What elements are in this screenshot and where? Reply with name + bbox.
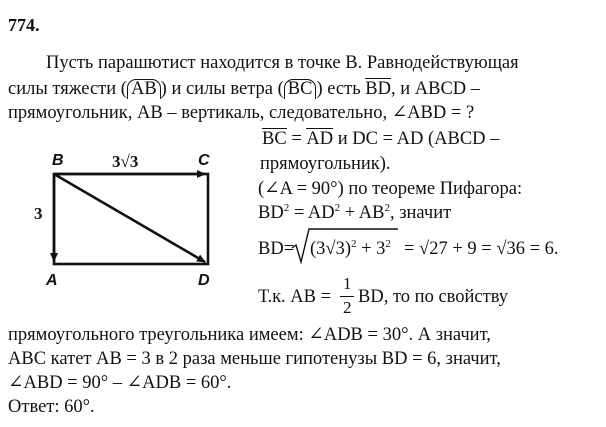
intro-line-3: прямоугольник, AB – вертикаль, следовательно, ∠ABD = ? xyxy=(8,103,475,123)
fraction-numerator: 1 xyxy=(343,274,352,293)
vector-ab: AB xyxy=(127,79,161,99)
bd-text: BD xyxy=(258,203,284,223)
radical-inner xyxy=(310,238,391,260)
right-line-1-rest: и DC = AD (ABCD – xyxy=(333,129,500,149)
three-root-three: (3√3) xyxy=(310,239,351,259)
fraction-denominator: 2 xyxy=(343,298,352,317)
square-5: 2 xyxy=(385,237,391,250)
vertex-b-label: B xyxy=(52,152,64,169)
bottom-line-2: ABC катет AB = 3 в 2 раза меньше гипотенузы BD = 6, значит, xyxy=(8,349,501,369)
vertex-a-label: A xyxy=(46,272,58,289)
znachit-text: , значит xyxy=(389,203,452,223)
answer-line: Ответ: 60°. xyxy=(8,397,95,417)
intro-line-2-d: , и ABCD – xyxy=(390,79,481,99)
vector-bd-arrow xyxy=(54,174,205,262)
side-bc-label: 3√3 xyxy=(112,152,139,171)
bd-formula-rest: = √27 + 9 = √36 = 6. xyxy=(404,239,559,259)
square-4: 2 xyxy=(350,237,357,250)
intro-line-2-c: ) есть xyxy=(316,79,366,99)
plus-three: + 3 xyxy=(356,239,386,259)
right-line-1-eq: = xyxy=(286,129,307,149)
intro-line-2-a: силы тяжести ( xyxy=(8,79,127,99)
intro-line-2-b: ) и силы ветра ( xyxy=(160,79,284,99)
bottom-line-1: прямоугольного треугольника имеем: ∠ADB = 30°. А значит, xyxy=(8,325,491,345)
square-2: 2 xyxy=(334,201,341,214)
bottom-line-3: ∠ABD = 90° – ∠ADB = 60°. xyxy=(8,373,232,393)
bd-formula-prefix: BD= xyxy=(258,239,295,259)
vertex-c-label: C xyxy=(198,152,210,169)
right-line-6a: Т.к. AB = xyxy=(258,287,332,307)
right-line-4 xyxy=(258,202,451,224)
intro-line-2 xyxy=(8,78,480,100)
right-line-3: (∠A = 90°) по теореме Пифагора: xyxy=(258,179,523,199)
ab-text: + AB xyxy=(340,203,385,223)
problem-number: 774. xyxy=(8,15,40,35)
ad-text: = AD xyxy=(289,203,335,223)
vertex-d-label: D xyxy=(198,272,210,289)
right-line-6b: BD, то по свойству xyxy=(358,287,509,307)
intro-line-1: Пусть парашютист находится в точке B. Равнодействующая xyxy=(46,53,519,73)
side-ab-label: 3 xyxy=(34,204,43,223)
square-1: 2 xyxy=(283,201,290,214)
right-line-1 xyxy=(262,128,499,150)
vector-bc: BC xyxy=(284,79,317,99)
vector-ad: AD xyxy=(306,129,334,149)
vector-bd: BD xyxy=(365,79,391,99)
square-3: 2 xyxy=(384,201,390,214)
vector-bc-2: BC xyxy=(262,129,287,149)
fraction-bar xyxy=(340,296,354,297)
right-line-2: прямоугольник). xyxy=(260,154,391,174)
